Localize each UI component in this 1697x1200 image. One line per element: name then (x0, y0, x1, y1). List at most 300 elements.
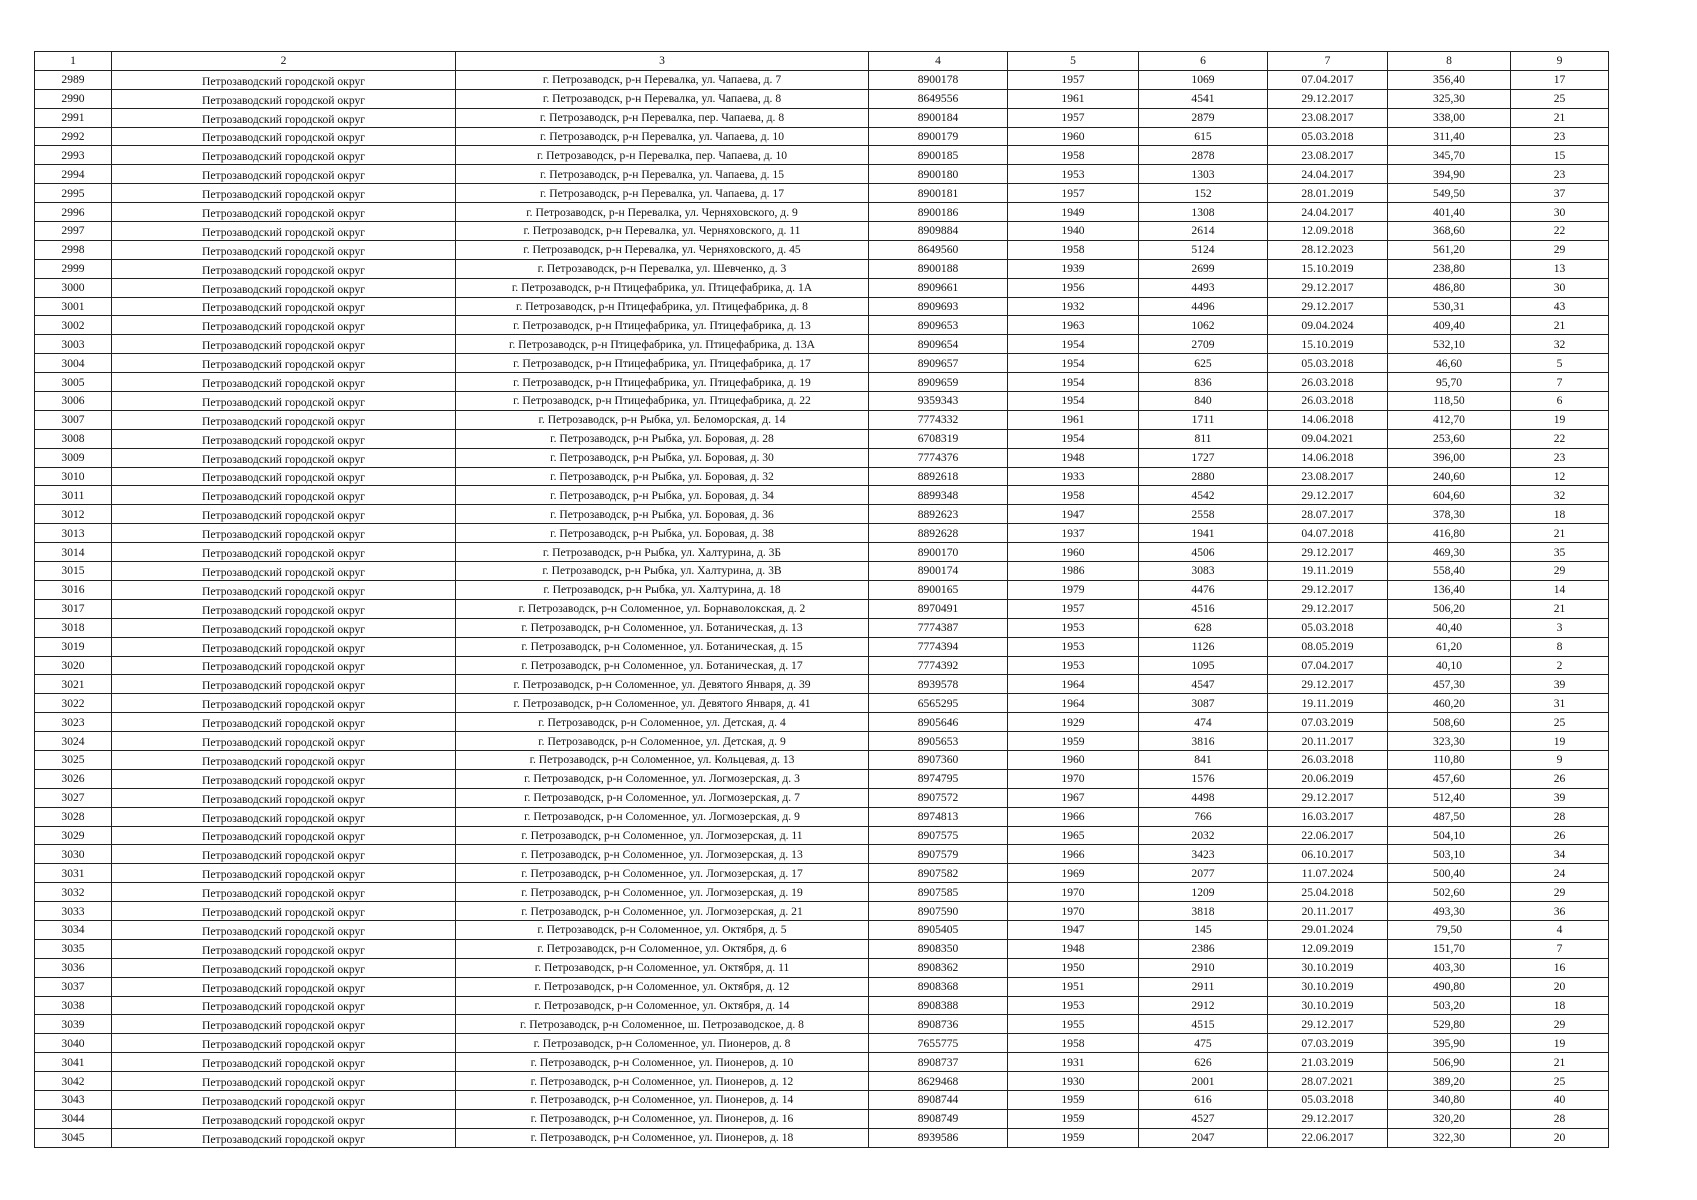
table-row (35, 354, 1609, 373)
cell-area: 110,80 (1388, 750, 1511, 769)
cell-year-built: 1964 (1008, 675, 1139, 694)
cell-record-date: 29.12.2017 (1268, 543, 1388, 562)
cell-address: г. Петрозаводск, р-н Соломенное, ул. Ботаническая, д. 13 (456, 618, 869, 637)
cell-row-number: 3004 (35, 354, 112, 373)
cell-municipality: Петрозаводский городской округ (112, 920, 456, 939)
cell-address: г. Петрозаводск, р-н Птицефабрика, ул. Птицефабрика, д. 22 (456, 392, 869, 411)
cell-record-number: 2614 (1139, 222, 1268, 241)
cell-area: 460,20 (1388, 694, 1511, 713)
cell-record-date: 16.03.2017 (1268, 807, 1388, 826)
cell-residents-count: 26 (1511, 826, 1609, 845)
cell-row-number: 3008 (35, 429, 112, 448)
cell-year-built: 1953 (1008, 996, 1139, 1015)
cell-object-code: 8907582 (869, 864, 1008, 883)
cell-record-number: 836 (1139, 373, 1268, 392)
cell-row-number: 3028 (35, 807, 112, 826)
cell-year-built: 1947 (1008, 920, 1139, 939)
cell-record-date: 30.10.2019 (1268, 958, 1388, 977)
cell-municipality: Петрозаводский городской округ (112, 335, 456, 354)
cell-year-built: 1939 (1008, 259, 1139, 278)
cell-record-date: 08.05.2019 (1268, 637, 1388, 656)
cell-address: г. Петрозаводск, р-н Соломенное, ул. Логмозерская, д. 3 (456, 769, 869, 788)
table-row (35, 165, 1609, 184)
cell-residents-count: 29 (1511, 240, 1609, 259)
cell-area: 416,80 (1388, 524, 1511, 543)
table-row (35, 448, 1609, 467)
cell-address: г. Петрозаводск, р-н Перевалка, пер. Чапаева, д. 10 (456, 146, 869, 165)
cell-area: 40,10 (1388, 656, 1511, 675)
cell-residents-count: 3 (1511, 618, 1609, 637)
cell-row-number: 3036 (35, 958, 112, 977)
cell-municipality: Петрозаводский городской округ (112, 902, 456, 921)
cell-address: г. Петрозаводск, р-н Рыбка, ул. Боровая, д. 34 (456, 486, 869, 505)
cell-address: г. Петрозаводск, р-н Птицефабрика, ул. Птицефабрика, д. 8 (456, 297, 869, 316)
cell-area: 311,40 (1388, 127, 1511, 146)
cell-area: 322,30 (1388, 1128, 1511, 1147)
cell-row-number: 2990 (35, 89, 112, 108)
cell-address: г. Петрозаводск, р-н Соломенное, ш. Петрозаводское, д. 8 (456, 1015, 869, 1034)
cell-record-date: 29.12.2017 (1268, 599, 1388, 618)
cell-residents-count: 29 (1511, 562, 1609, 581)
cell-area: 79,50 (1388, 920, 1511, 939)
cell-year-built: 1929 (1008, 713, 1139, 732)
cell-residents-count: 32 (1511, 335, 1609, 354)
cell-record-number: 3083 (1139, 562, 1268, 581)
cell-year-built: 1979 (1008, 580, 1139, 599)
cell-residents-count: 23 (1511, 165, 1609, 184)
table-row (35, 505, 1609, 524)
cell-area: 356,40 (1388, 70, 1511, 89)
cell-municipality: Петрозаводский городской округ (112, 297, 456, 316)
cell-year-built: 1931 (1008, 1053, 1139, 1072)
cell-object-code: 7655775 (869, 1034, 1008, 1053)
table-row (35, 146, 1609, 165)
cell-municipality: Петрозаводский городской округ (112, 1072, 456, 1091)
register-table-wrapper (34, 51, 1608, 1148)
cell-object-code: 7774376 (869, 448, 1008, 467)
table-row (35, 750, 1609, 769)
cell-municipality: Петрозаводский городской округ (112, 146, 456, 165)
cell-year-built: 1970 (1008, 883, 1139, 902)
cell-record-date: 07.04.2017 (1268, 656, 1388, 675)
cell-residents-count: 12 (1511, 467, 1609, 486)
column-header-8: 8 (1388, 52, 1511, 71)
cell-record-number: 4527 (1139, 1109, 1268, 1128)
cell-object-code: 8909657 (869, 354, 1008, 373)
cell-municipality: Петрозаводский городской округ (112, 845, 456, 864)
cell-area: 368,60 (1388, 222, 1511, 241)
cell-row-number: 3044 (35, 1109, 112, 1128)
cell-record-number: 3423 (1139, 845, 1268, 864)
cell-address: г. Петрозаводск, р-н Рыбка, ул. Беломорская, д. 14 (456, 410, 869, 429)
cell-residents-count: 18 (1511, 505, 1609, 524)
table-row (35, 1015, 1609, 1034)
table-row (35, 1128, 1609, 1147)
cell-record-number: 615 (1139, 127, 1268, 146)
cell-record-number: 2077 (1139, 864, 1268, 883)
cell-address: г. Петрозаводск, р-н Соломенное, ул. Логмозерская, д. 19 (456, 883, 869, 902)
table-row (35, 203, 1609, 222)
cell-record-number: 4542 (1139, 486, 1268, 505)
cell-record-number: 1095 (1139, 656, 1268, 675)
cell-record-date: 07.03.2019 (1268, 1034, 1388, 1053)
cell-object-code: 8908749 (869, 1109, 1008, 1128)
cell-address: г. Петрозаводск, р-н Соломенное, ул. Октября, д. 12 (456, 977, 869, 996)
cell-record-date: 24.04.2017 (1268, 203, 1388, 222)
cell-residents-count: 23 (1511, 448, 1609, 467)
cell-record-number: 628 (1139, 618, 1268, 637)
cell-object-code: 8907360 (869, 750, 1008, 769)
cell-record-date: 20.06.2019 (1268, 769, 1388, 788)
cell-municipality: Петрозаводский городской округ (112, 373, 456, 392)
cell-municipality: Петрозаводский городской округ (112, 543, 456, 562)
cell-municipality: Петрозаводский городской округ (112, 826, 456, 845)
table-row (35, 1109, 1609, 1128)
cell-area: 253,60 (1388, 429, 1511, 448)
cell-year-built: 1959 (1008, 732, 1139, 751)
cell-address: г. Петрозаводск, р-н Соломенное, ул. Детская, д. 4 (456, 713, 869, 732)
cell-record-number: 616 (1139, 1090, 1268, 1109)
cell-record-number: 4506 (1139, 543, 1268, 562)
cell-address: г. Петрозаводск, р-н Соломенное, ул. Логмозерская, д. 11 (456, 826, 869, 845)
table-row (35, 184, 1609, 203)
cell-row-number: 3022 (35, 694, 112, 713)
cell-year-built: 1953 (1008, 165, 1139, 184)
cell-row-number: 3020 (35, 656, 112, 675)
cell-residents-count: 36 (1511, 902, 1609, 921)
cell-residents-count: 25 (1511, 713, 1609, 732)
cell-row-number: 3026 (35, 769, 112, 788)
column-header-5: 5 (1008, 52, 1139, 71)
cell-object-code: 8939578 (869, 675, 1008, 694)
cell-object-code: 8909653 (869, 316, 1008, 335)
cell-residents-count: 40 (1511, 1090, 1609, 1109)
cell-record-date: 30.10.2019 (1268, 977, 1388, 996)
cell-row-number: 3010 (35, 467, 112, 486)
table-row (35, 467, 1609, 486)
cell-residents-count: 6 (1511, 392, 1609, 411)
cell-record-date: 26.03.2018 (1268, 373, 1388, 392)
cell-year-built: 1970 (1008, 769, 1139, 788)
table-row (35, 958, 1609, 977)
cell-year-built: 1953 (1008, 618, 1139, 637)
cell-area: 493,30 (1388, 902, 1511, 921)
cell-municipality: Петрозаводский городской округ (112, 1128, 456, 1147)
cell-municipality: Петрозаводский городской округ (112, 467, 456, 486)
cell-address: г. Петрозаводск, р-н Соломенное, ул. Пионеров, д. 8 (456, 1034, 869, 1053)
cell-year-built: 1956 (1008, 278, 1139, 297)
cell-row-number: 3039 (35, 1015, 112, 1034)
table-row (35, 1072, 1609, 1091)
cell-object-code: 8900180 (869, 165, 1008, 184)
cell-residents-count: 28 (1511, 807, 1609, 826)
cell-record-number: 2910 (1139, 958, 1268, 977)
cell-object-code: 8905646 (869, 713, 1008, 732)
cell-area: 558,40 (1388, 562, 1511, 581)
cell-record-number: 2709 (1139, 335, 1268, 354)
cell-record-date: 29.12.2017 (1268, 89, 1388, 108)
cell-object-code: 8900181 (869, 184, 1008, 203)
cell-record-number: 1941 (1139, 524, 1268, 543)
cell-area: 320,20 (1388, 1109, 1511, 1128)
column-header-4: 4 (869, 52, 1008, 71)
cell-record-number: 2699 (1139, 259, 1268, 278)
cell-object-code: 7774387 (869, 618, 1008, 637)
cell-residents-count: 19 (1511, 410, 1609, 429)
cell-municipality: Петрозаводский городской округ (112, 788, 456, 807)
cell-object-code: 8900178 (869, 70, 1008, 89)
table-row (35, 580, 1609, 599)
cell-row-number: 3002 (35, 316, 112, 335)
cell-record-number: 4541 (1139, 89, 1268, 108)
cell-address: г. Петрозаводск, р-н Перевалка, ул. Чапаева, д. 17 (456, 184, 869, 203)
cell-year-built: 1958 (1008, 486, 1139, 505)
cell-record-number: 4496 (1139, 297, 1268, 316)
cell-address: г. Петрозаводск, р-н Рыбка, ул. Боровая, д. 38 (456, 524, 869, 543)
cell-row-number: 3043 (35, 1090, 112, 1109)
cell-object-code: 8907572 (869, 788, 1008, 807)
cell-municipality: Петрозаводский городской округ (112, 448, 456, 467)
cell-residents-count: 32 (1511, 486, 1609, 505)
cell-record-number: 766 (1139, 807, 1268, 826)
cell-record-date: 05.03.2018 (1268, 1090, 1388, 1109)
cell-record-date: 23.08.2017 (1268, 108, 1388, 127)
table-row (35, 524, 1609, 543)
cell-object-code: 8939586 (869, 1128, 1008, 1147)
cell-area: 46,60 (1388, 354, 1511, 373)
cell-address: г. Петрозаводск, р-н Перевалка, ул. Шевченко, д. 3 (456, 259, 869, 278)
cell-record-date: 28.12.2023 (1268, 240, 1388, 259)
table-header (35, 52, 1609, 71)
cell-year-built: 1965 (1008, 826, 1139, 845)
cell-residents-count: 21 (1511, 524, 1609, 543)
cell-object-code: 8909661 (869, 278, 1008, 297)
cell-area: 512,40 (1388, 788, 1511, 807)
cell-year-built: 1953 (1008, 656, 1139, 675)
cell-area: 345,70 (1388, 146, 1511, 165)
cell-record-date: 04.07.2018 (1268, 524, 1388, 543)
cell-record-number: 2047 (1139, 1128, 1268, 1147)
cell-row-number: 3011 (35, 486, 112, 505)
cell-year-built: 1958 (1008, 1034, 1139, 1053)
cell-year-built: 1954 (1008, 373, 1139, 392)
table-row (35, 618, 1609, 637)
cell-area: 469,30 (1388, 543, 1511, 562)
column-header-6: 6 (1139, 52, 1268, 71)
cell-residents-count: 37 (1511, 184, 1609, 203)
cell-record-date: 28.07.2017 (1268, 505, 1388, 524)
cell-record-date: 19.11.2019 (1268, 694, 1388, 713)
cell-municipality: Петрозаводский городской округ (112, 713, 456, 732)
cell-object-code: 8907575 (869, 826, 1008, 845)
cell-record-number: 4547 (1139, 675, 1268, 694)
cell-year-built: 1959 (1008, 1128, 1139, 1147)
cell-year-built: 1957 (1008, 108, 1139, 127)
cell-record-date: 05.03.2018 (1268, 127, 1388, 146)
cell-row-number: 3016 (35, 580, 112, 599)
cell-object-code: 8907585 (869, 883, 1008, 902)
cell-residents-count: 31 (1511, 694, 1609, 713)
cell-residents-count: 34 (1511, 845, 1609, 864)
cell-year-built: 1959 (1008, 1090, 1139, 1109)
cell-municipality: Петрозаводский городской округ (112, 429, 456, 448)
cell-address: г. Петрозаводск, р-н Соломенное, ул. Пионеров, д. 12 (456, 1072, 869, 1091)
cell-record-number: 474 (1139, 713, 1268, 732)
cell-area: 378,30 (1388, 505, 1511, 524)
cell-object-code: 8900165 (869, 580, 1008, 599)
cell-object-code: 8900185 (869, 146, 1008, 165)
cell-municipality: Петрозаводский городской округ (112, 203, 456, 222)
cell-area: 486,80 (1388, 278, 1511, 297)
cell-residents-count: 26 (1511, 769, 1609, 788)
cell-row-number: 2994 (35, 165, 112, 184)
cell-residents-count: 19 (1511, 732, 1609, 751)
cell-year-built: 1958 (1008, 146, 1139, 165)
cell-object-code: 8970491 (869, 599, 1008, 618)
cell-row-number: 3042 (35, 1072, 112, 1091)
cell-municipality: Петрозаводский городской округ (112, 977, 456, 996)
cell-year-built: 1951 (1008, 977, 1139, 996)
cell-row-number: 3001 (35, 297, 112, 316)
table-row (35, 127, 1609, 146)
cell-record-number: 1711 (1139, 410, 1268, 429)
cell-object-code: 8908368 (869, 977, 1008, 996)
cell-address: г. Петрозаводск, р-н Соломенное, ул. Октября, д. 5 (456, 920, 869, 939)
cell-record-number: 2001 (1139, 1072, 1268, 1091)
cell-object-code: 7774394 (869, 637, 1008, 656)
cell-row-number: 3023 (35, 713, 112, 732)
cell-municipality: Петрозаводский городской округ (112, 354, 456, 373)
cell-record-date: 07.04.2017 (1268, 70, 1388, 89)
cell-object-code: 8905405 (869, 920, 1008, 939)
cell-municipality: Петрозаводский городской округ (112, 505, 456, 524)
cell-area: 240,60 (1388, 467, 1511, 486)
cell-record-date: 25.04.2018 (1268, 883, 1388, 902)
cell-record-number: 1126 (1139, 637, 1268, 656)
cell-area: 508,60 (1388, 713, 1511, 732)
cell-object-code: 8899348 (869, 486, 1008, 505)
cell-area: 549,50 (1388, 184, 1511, 203)
cell-object-code: 8908736 (869, 1015, 1008, 1034)
cell-row-number: 3034 (35, 920, 112, 939)
cell-municipality: Петрозаводский городской округ (112, 883, 456, 902)
cell-row-number: 3017 (35, 599, 112, 618)
cell-area: 338,00 (1388, 108, 1511, 127)
cell-record-number: 5124 (1139, 240, 1268, 259)
cell-row-number: 3038 (35, 996, 112, 1015)
cell-row-number: 3018 (35, 618, 112, 637)
cell-row-number: 3003 (35, 335, 112, 354)
table-row (35, 845, 1609, 864)
cell-object-code: 8900188 (869, 259, 1008, 278)
table-row (35, 902, 1609, 921)
cell-municipality: Петрозаводский городской округ (112, 240, 456, 259)
cell-municipality: Петрозаводский городской округ (112, 165, 456, 184)
cell-municipality: Петрозаводский городской округ (112, 89, 456, 108)
cell-row-number: 3006 (35, 392, 112, 411)
cell-record-date: 29.12.2017 (1268, 1109, 1388, 1128)
cell-object-code: 8974795 (869, 769, 1008, 788)
cell-object-code: 8908388 (869, 996, 1008, 1015)
cell-municipality: Петрозаводский городской округ (112, 127, 456, 146)
cell-record-number: 4493 (1139, 278, 1268, 297)
cell-area: 457,60 (1388, 769, 1511, 788)
header-row (35, 52, 1609, 71)
cell-object-code: 8900184 (869, 108, 1008, 127)
cell-year-built: 1930 (1008, 1072, 1139, 1091)
cell-year-built: 1948 (1008, 939, 1139, 958)
cell-record-number: 2878 (1139, 146, 1268, 165)
cell-address: г. Петрозаводск, р-н Соломенное, ул. Логмозерская, д. 7 (456, 788, 869, 807)
cell-record-number: 2032 (1139, 826, 1268, 845)
cell-row-number: 3033 (35, 902, 112, 921)
cell-row-number: 3009 (35, 448, 112, 467)
cell-row-number: 3000 (35, 278, 112, 297)
cell-object-code: 8900179 (869, 127, 1008, 146)
cell-row-number: 3029 (35, 826, 112, 845)
cell-residents-count: 28 (1511, 1109, 1609, 1128)
cell-record-number: 4515 (1139, 1015, 1268, 1034)
cell-address: г. Петрозаводск, р-н Птицефабрика, ул. Птицефабрика, д. 13 (456, 316, 869, 335)
cell-municipality: Петрозаводский городской округ (112, 807, 456, 826)
table-row (35, 826, 1609, 845)
cell-area: 561,20 (1388, 240, 1511, 259)
table-row (35, 562, 1609, 581)
cell-residents-count: 21 (1511, 316, 1609, 335)
cell-address: г. Петрозаводск, р-н Соломенное, ул. Ботаническая, д. 17 (456, 656, 869, 675)
cell-municipality: Петрозаводский городской округ (112, 278, 456, 297)
cell-area: 409,40 (1388, 316, 1511, 335)
cell-residents-count: 4 (1511, 920, 1609, 939)
cell-object-code: 8900186 (869, 203, 1008, 222)
cell-residents-count: 22 (1511, 222, 1609, 241)
cell-row-number: 3013 (35, 524, 112, 543)
cell-object-code: 8909693 (869, 297, 1008, 316)
cell-area: 500,40 (1388, 864, 1511, 883)
cell-address: г. Петрозаводск, р-н Соломенное, ул. Детская, д. 9 (456, 732, 869, 751)
cell-area: 604,60 (1388, 486, 1511, 505)
cell-address: г. Петрозаводск, р-н Перевалка, ул. Черняховского, д. 45 (456, 240, 869, 259)
cell-row-number: 3031 (35, 864, 112, 883)
cell-record-number: 1727 (1139, 448, 1268, 467)
cell-row-number: 2999 (35, 259, 112, 278)
cell-record-number: 3087 (1139, 694, 1268, 713)
cell-municipality: Петрозаводский городской округ (112, 580, 456, 599)
cell-year-built: 1949 (1008, 203, 1139, 222)
cell-year-built: 1957 (1008, 599, 1139, 618)
cell-municipality: Петрозаводский городской округ (112, 732, 456, 751)
cell-object-code: 8649556 (869, 89, 1008, 108)
cell-year-built: 1954 (1008, 354, 1139, 373)
cell-address: г. Петрозаводск, р-н Соломенное, ул. Октября, д. 11 (456, 958, 869, 977)
column-header-3: 3 (456, 52, 869, 71)
cell-residents-count: 7 (1511, 373, 1609, 392)
cell-record-number: 1576 (1139, 769, 1268, 788)
cell-record-number: 3816 (1139, 732, 1268, 751)
cell-municipality: Петрозаводский городской округ (112, 1109, 456, 1128)
cell-area: 530,31 (1388, 297, 1511, 316)
cell-area: 394,90 (1388, 165, 1511, 184)
table-row (35, 864, 1609, 883)
cell-record-date: 11.07.2024 (1268, 864, 1388, 883)
table-row (35, 637, 1609, 656)
cell-residents-count: 18 (1511, 996, 1609, 1015)
cell-object-code: 8892618 (869, 467, 1008, 486)
cell-address: г. Петрозаводск, р-н Соломенное, ул. Ботаническая, д. 15 (456, 637, 869, 656)
cell-residents-count: 25 (1511, 89, 1609, 108)
cell-record-number: 1303 (1139, 165, 1268, 184)
cell-municipality: Петрозаводский городской округ (112, 1034, 456, 1053)
